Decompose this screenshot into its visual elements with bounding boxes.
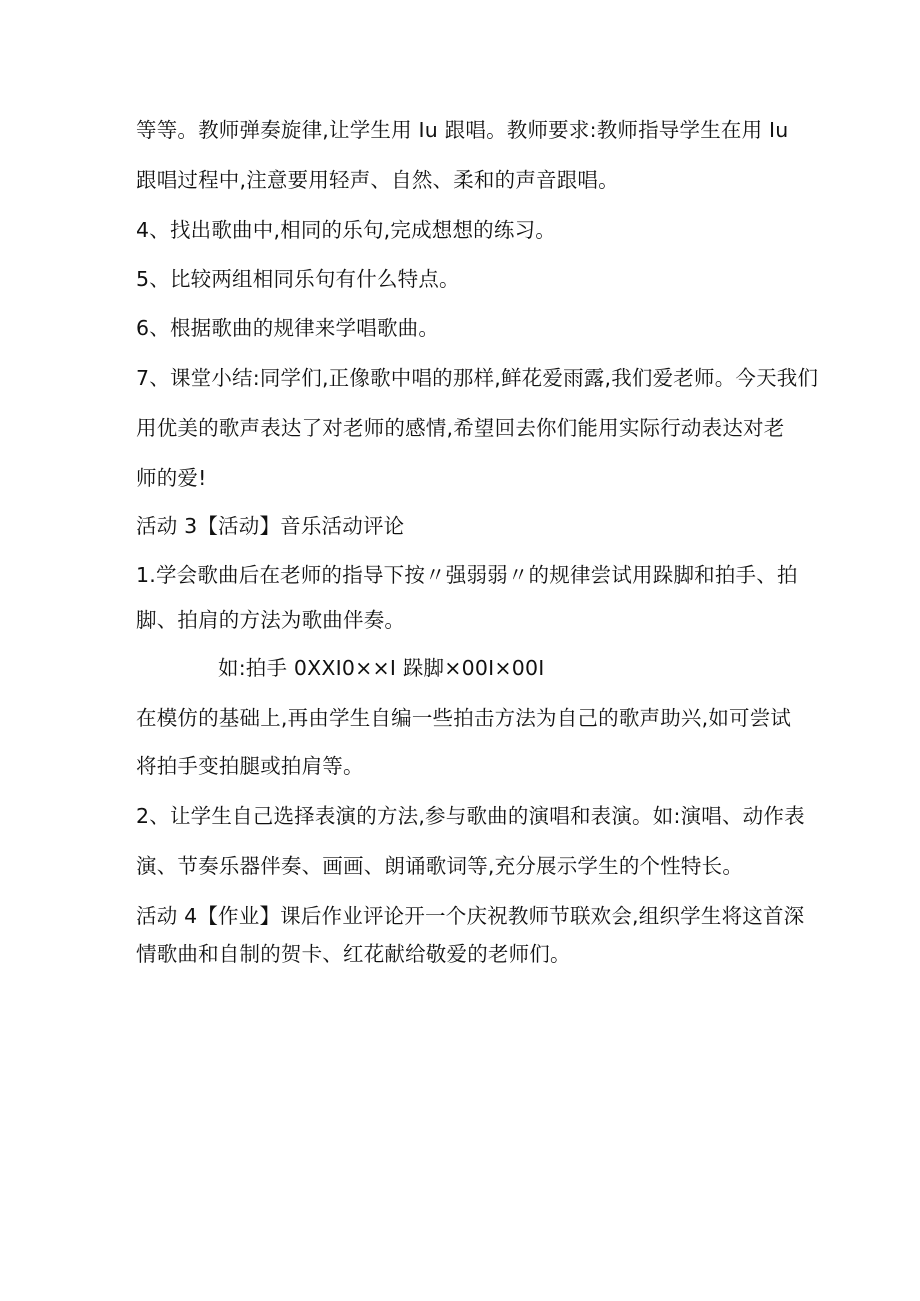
text-line: 5、比较两组相同乐句有什么特点。 bbox=[136, 267, 460, 291]
text-line: 将拍手变拍腿或拍肩等。 bbox=[136, 754, 364, 778]
section-heading: 活动 4【作业】课后作业评论开一个庆祝教师节联欢会,组织学生将这首深 bbox=[136, 904, 805, 928]
text-line: 2、让学生自己选择表演的方法,参与歌曲的演唱和表演。如:演唱、动作表 bbox=[136, 804, 805, 828]
text-line: 脚、拍肩的方法为歌曲伴奏。 bbox=[136, 608, 406, 632]
text-line: 情歌曲和自制的贺卡、红花献给敬爱的老师们。 bbox=[136, 942, 571, 966]
rhythm-example: 如:拍手 0XXI0××I 跺脚×00I×00I bbox=[218, 656, 545, 680]
text-line: 1.学会歌曲后在老师的指导下按〃强弱弱〃的规律尝试用跺脚和拍手、拍 bbox=[136, 563, 798, 587]
text-line: 6、根据歌曲的规律来学唱歌曲。 bbox=[136, 316, 440, 340]
text-line: 在模仿的基础上,再由学生自编一些拍击方法为自己的歌声助兴,如可尝试 bbox=[136, 706, 792, 730]
text-line: 用优美的歌声表达了对老师的感情,希望回去你们能用实际行动表达对老 bbox=[136, 416, 785, 440]
text-line: 演、节奏乐器伴奏、画画、朗诵歌词等,充分展示学生的个性特长。 bbox=[136, 854, 744, 878]
text-line: 跟唱过程中,注意要用轻声、自然、柔和的声音跟唱。 bbox=[136, 168, 619, 192]
section-heading: 活动 3【活动】音乐活动评论 bbox=[136, 514, 405, 538]
text-line: 7、课堂小结:同学们,正像歌中唱的那样,鲜花爱雨露,我们爱老师。今天我们 bbox=[136, 366, 819, 390]
text-line: 师的爱! bbox=[136, 466, 207, 490]
text-line: 4、找出歌曲中,相同的乐句,完成想想的练习。 bbox=[136, 218, 556, 242]
text-line: 等等。教师弹奏旋律,让学生用 Iu 跟唱。教师要求:教师指导学生在用 Iu bbox=[136, 118, 789, 142]
